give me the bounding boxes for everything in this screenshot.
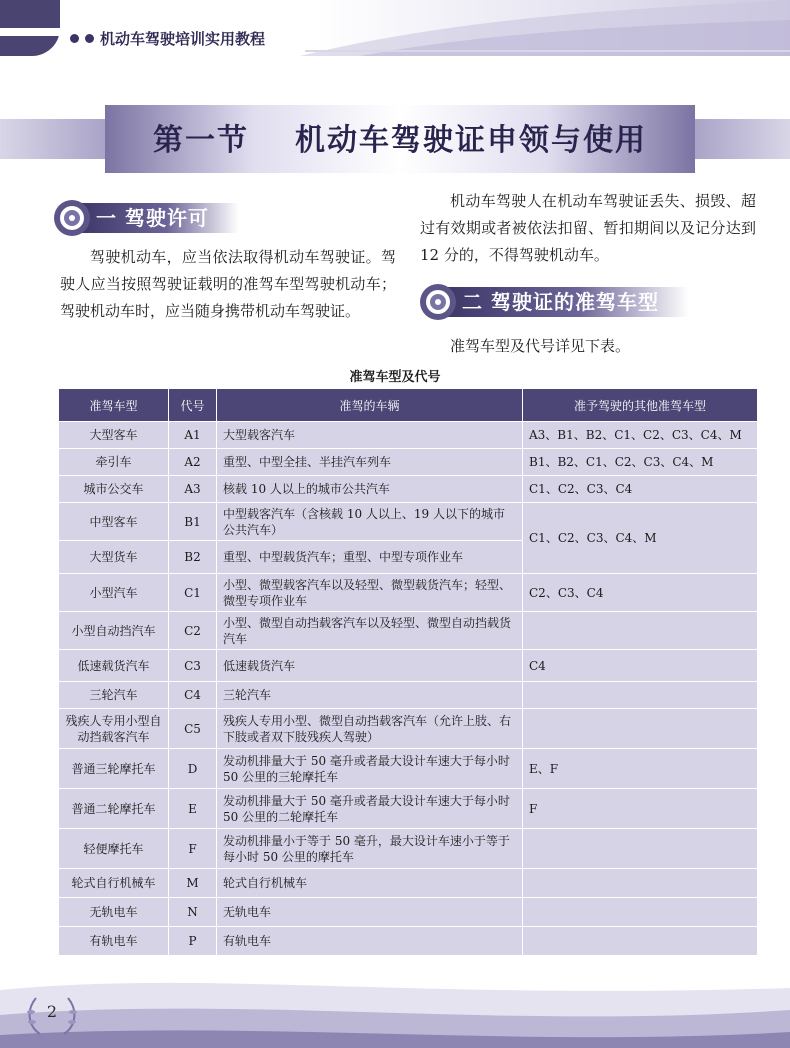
cell-type: 小型自动挡汽车 (59, 612, 169, 650)
header-tab-stripe (0, 28, 60, 36)
cell-vehicles: 小型、微型自动挡载客汽车以及轻型、微型自动挡载货汽车 (217, 612, 523, 650)
bullet-dot-icon (85, 34, 94, 43)
header-rule (305, 50, 790, 52)
cell-code: M (169, 869, 217, 898)
cell-code: A1 (169, 422, 217, 449)
cell-vehicles: 轮式自行机械车 (217, 869, 523, 898)
cell-code: P (169, 927, 217, 956)
cell-type: 轻便摩托车 (59, 829, 169, 869)
cell-vehicles: 发动机排量小于等于 50 毫升，最大设计车速小于等于每小时 50 公里的摩托车 (217, 829, 523, 869)
cell-code: D (169, 749, 217, 789)
cell-code: C1 (169, 574, 217, 612)
cell-code: C4 (169, 682, 217, 709)
table-row (59, 476, 758, 503)
cell-type: 低速载货汽车 (59, 650, 169, 682)
section-heading-label: 一 驾驶许可 (78, 203, 239, 233)
table-row (59, 422, 758, 449)
cell-others (523, 682, 758, 709)
column-header: 代号 (169, 389, 217, 422)
cell-code: E (169, 789, 217, 829)
cell-vehicles: 中型载客汽车（含核载 10 人以上、19 人以下的城市公共汽车） (217, 503, 523, 541)
column-header: 准驾车型 (59, 389, 169, 422)
cell-code: B1 (169, 503, 217, 541)
cell-vehicles: 三轮汽车 (217, 682, 523, 709)
cell-vehicles: 发动机排量大于 50 毫升或者最大设计车速大于每小时 50 公里的二轮摩托车 (217, 789, 523, 829)
cell-others (523, 927, 758, 956)
table-row (59, 898, 758, 927)
table-row (59, 709, 758, 749)
chapter-title (140, 115, 660, 159)
cell-others: C2、C3、C4 (523, 574, 758, 612)
table-row (59, 789, 758, 829)
cell-code: N (169, 898, 217, 927)
cell-others (523, 612, 758, 650)
license-class-table (58, 388, 758, 956)
book-title: 机动车驾驶培训实用教程 (100, 30, 266, 48)
table-row (59, 449, 758, 476)
chapter-banner (0, 105, 790, 173)
cell-vehicles: 小型、微型载客汽车以及轻型、微型载货汽车；轻型、微型专项作业车 (217, 574, 523, 612)
table-row (59, 574, 758, 612)
cell-vehicles: 重型、中型全挂、半挂汽车列车 (217, 449, 523, 476)
cell-vehicles: 发动机排量大于 50 毫升或者最大设计车速大于每小时 50 公里的三轮摩托车 (217, 749, 523, 789)
cell-vehicles: 大型载客汽车 (217, 422, 523, 449)
cell-code: A3 (169, 476, 217, 503)
column-header: 准予驾驶的其他准驾车型 (523, 389, 758, 422)
table-row (59, 927, 758, 956)
cell-code: C3 (169, 650, 217, 682)
column-header: 准驾的车辆 (217, 389, 523, 422)
cell-code: B2 (169, 541, 217, 574)
cell-others: C1、C2、C3、C4 (523, 476, 758, 503)
banner-right-ribbon (690, 119, 790, 159)
cell-type: 轮式自行机械车 (59, 869, 169, 898)
section-number: 第一节 (153, 123, 249, 158)
table-row (59, 650, 758, 682)
cell-vehicles: 核载 10 人以上的城市公共汽车 (217, 476, 523, 503)
cell-vehicles: 重型、中型载货汽车；重型、中型专项作业车 (217, 541, 523, 574)
cell-vehicles: 低速载货汽车 (217, 650, 523, 682)
section-title: 机动车驾驶证申领与使用 (295, 123, 647, 158)
cell-others (523, 869, 758, 898)
table-header-row (59, 389, 758, 422)
bullet-dot-icon (70, 34, 79, 43)
cell-others: C1、C2、C3、C4、M (523, 503, 758, 574)
cell-type: 牵引车 (59, 449, 169, 476)
cell-type: 普通二轮摩托车 (59, 789, 169, 829)
running-header (70, 28, 265, 49)
paragraph-table-intro: 准驾车型及代号详见下表。 (450, 337, 631, 355)
cell-others: A3、B1、B2、C1、C2、C3、C4、M (523, 422, 758, 449)
cell-type: 小型汽车 (59, 574, 169, 612)
paragraph-license: 驾驶机动车，应当依法取得机动车驾驶证。驾驶人应当按照驾驶证载明的准驾车型驾驶机动车；驾驶机动车时，应当随身携带机动车驾驶证。 (60, 248, 396, 320)
cell-type: 无轨电车 (59, 898, 169, 927)
page-number-label: 2 (46, 1002, 58, 1021)
paragraph-prohibition: 机动车驾驶人在机动车驾驶证丢失、损毁、超过有效期或者被依法扣留、暂扣期间以及记分达到 12 分的，不得驾驶机动车。 (420, 192, 756, 264)
cell-others: C4 (523, 650, 758, 682)
cell-type: 城市公交车 (59, 476, 169, 503)
table-row (59, 612, 758, 650)
cell-type: 大型货车 (59, 541, 169, 574)
cell-type: 三轮汽车 (59, 682, 169, 709)
table-row (59, 682, 758, 709)
cell-vehicles: 无轨电车 (217, 898, 523, 927)
page-number (22, 990, 82, 1040)
cell-others (523, 709, 758, 749)
table-row (59, 503, 758, 541)
cell-others: F (523, 789, 758, 829)
cell-others: B1、B2、C1、C2、C3、C4、M (523, 449, 758, 476)
cell-others: E、F (523, 749, 758, 789)
footer-wave-decoration (0, 960, 790, 1048)
cell-code: C2 (169, 612, 217, 650)
table-caption: 准驾车型及代号 (349, 370, 441, 385)
cell-code: A2 (169, 449, 217, 476)
cell-code: C5 (169, 709, 217, 749)
cell-code: F (169, 829, 217, 869)
cell-type: 中型客车 (59, 503, 169, 541)
cell-type: 大型客车 (59, 422, 169, 449)
section-heading-1 (52, 202, 239, 234)
table-row (59, 749, 758, 789)
cell-vehicles: 残疾人专用小型、微型自动挡载客汽车（允许上肢、右下肢或者双下肢残疾人驾驶） (217, 709, 523, 749)
cell-vehicles: 有轨电车 (217, 927, 523, 956)
section-heading-2 (418, 286, 689, 318)
table-row (59, 869, 758, 898)
cell-others (523, 829, 758, 869)
cell-type: 有轨电车 (59, 927, 169, 956)
cell-others (523, 898, 758, 927)
flower-ornament-icon (52, 198, 92, 238)
flower-ornament-icon (418, 282, 458, 322)
banner-left-ribbon (0, 119, 110, 159)
cell-type: 普通三轮摩托车 (59, 749, 169, 789)
section-heading-label: 二 驾驶证的准驾车型 (444, 287, 689, 317)
table-row (59, 829, 758, 869)
cell-type: 残疾人专用小型自动挡载客汽车 (59, 709, 169, 749)
